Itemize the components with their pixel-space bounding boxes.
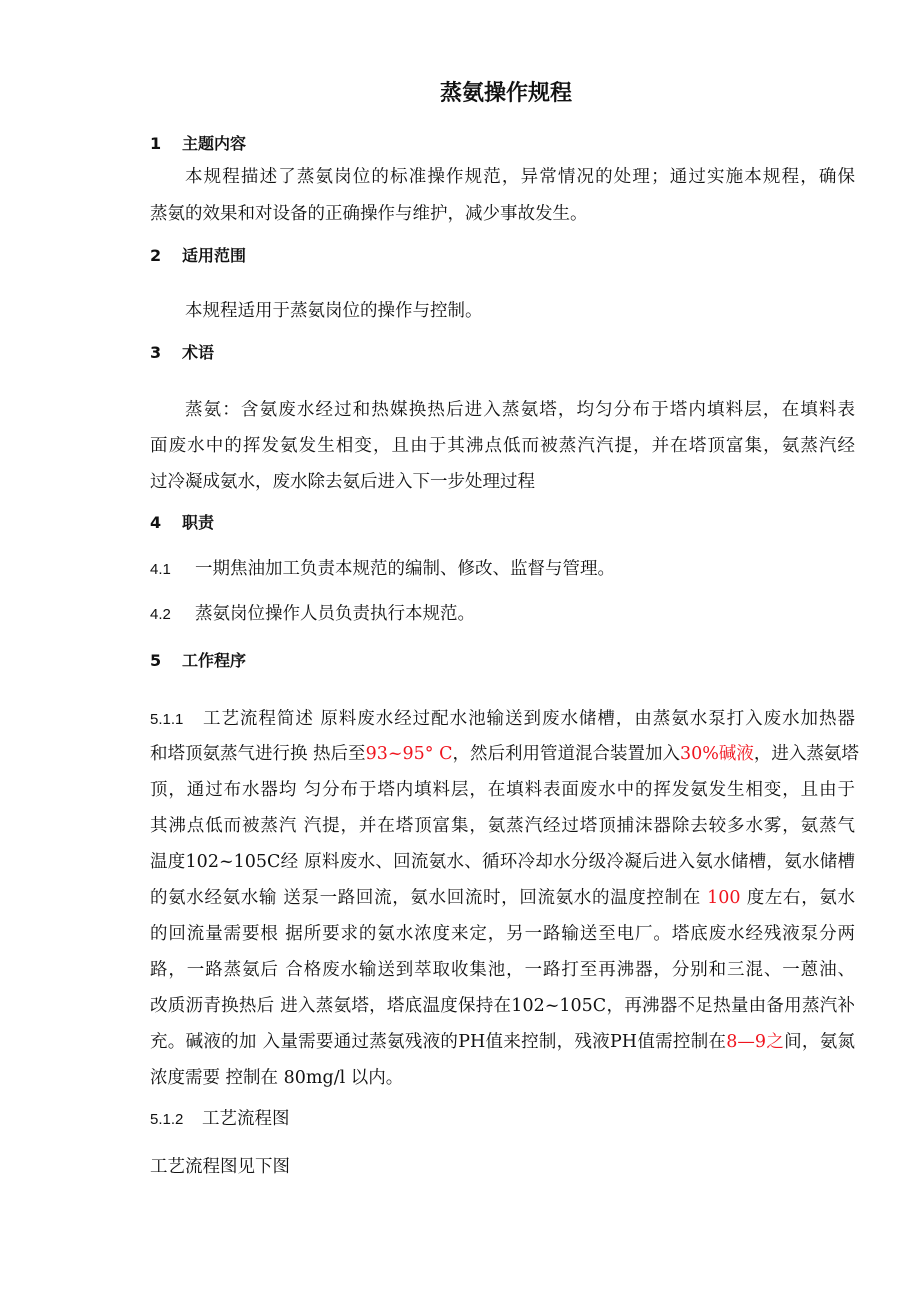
paragraph-line: 过冷凝成氨水，废水除去氨后进入下一步处理过程	[150, 472, 535, 492]
section-number: 3	[150, 343, 162, 362]
line-text: 和塔顶氨蒸气进行换 热后至	[150, 744, 366, 764]
list-item	[150, 600, 855, 625]
section-title: 工作程序	[182, 651, 247, 670]
section-title: 职责	[182, 513, 215, 532]
item-number: 4.1	[150, 561, 171, 578]
section-2-heading	[150, 243, 246, 266]
line-text: 充。碱液的加 入量需要通过蒸氨残液的PH值来控制，残液PH值需控制在	[150, 1032, 727, 1052]
paragraph-line: 顶，通过布水器均 匀分布于塔内填料层，在填料表面废水中的挥发氨发生相变，且由于	[150, 780, 855, 800]
item-number: 5.1.2	[150, 1111, 184, 1128]
paragraph-line	[150, 884, 855, 909]
paragraph-line: 蒸氨的效果和对设备的正确操作与维护，减少事故发生。	[150, 204, 588, 224]
section-title: 适用范围	[182, 246, 247, 265]
paragraph-line: 浓度需要 控制在 80mg/l 以内。	[150, 1068, 404, 1088]
section-5-heading	[150, 648, 246, 671]
section-title: 术语	[182, 343, 215, 362]
paragraph-line: 温度102~105C经 原料废水、回流氨水、循环冷却水分级冷凝后进入氨水储槽，氨水储槽	[150, 852, 855, 872]
paragraph-line: 的回流量需要根 据所要求的氨水浓度来定，另一路输送至电厂。塔底废水经残液泵分两	[150, 924, 855, 944]
section-number: 5	[150, 651, 162, 670]
paragraph-line: 本规程描述了蒸氨岗位的标准操作规范，异常情况的处理；通过实施本规程，确保	[185, 167, 855, 187]
paragraph-line	[150, 1028, 855, 1053]
document-title: 蒸氨操作规程	[439, 81, 572, 106]
section-1-heading	[150, 131, 246, 154]
line-text: ，进入蒸氨塔	[753, 744, 859, 764]
item-number: 4.2	[150, 606, 171, 623]
line-text: 间，氨氮	[784, 1032, 855, 1052]
paragraph-line: 面废水中的挥发氨发生相变，且由于其沸点低而被蒸汽汽提，并在塔顶富集，氨蒸汽经	[150, 436, 855, 456]
section-number: 4	[150, 513, 162, 532]
section-4-heading	[150, 510, 214, 533]
line-text: 的氨水经氨水输 送泵一路回流，氨水回流时，回流氨水的温度控制在	[150, 888, 708, 908]
section-number: 1	[150, 134, 162, 153]
highlight-text: 30%碱液	[679, 744, 754, 764]
paragraph-line: 本规程适用于蒸氨岗位的操作与控制。	[185, 301, 483, 321]
subsection-heading	[150, 1105, 855, 1130]
line-text: 度左右，氨水	[740, 888, 856, 908]
line-text: ，然后利用管道混合装置加入	[452, 744, 680, 764]
paragraph-line: 其沸点低而被蒸汽 汽提，并在塔顶富集，氨蒸汽经过塔顶捕沫器除去较多水雾，氨蒸气	[150, 816, 855, 836]
section-number: 2	[150, 246, 162, 265]
section-3-heading	[150, 340, 214, 363]
item-text: 一期焦油加工负责本规范的编制、修改、监督与管理。	[195, 559, 615, 579]
list-item	[150, 555, 855, 580]
highlight-text: 93~95° C	[365, 744, 453, 764]
paragraph-line	[150, 705, 855, 730]
item-text: 工艺流程图	[202, 1109, 290, 1129]
paragraph-line	[150, 740, 859, 765]
paragraph-line: 路，一路蒸氨后 合格废水输送到萃取收集池，一路打至再沸器，分别和三混、一蒽油、	[150, 960, 855, 980]
item-text: 蒸氨岗位操作人员负责执行本规范。	[195, 604, 475, 624]
highlight-text: 100	[707, 888, 741, 908]
section-title: 主题内容	[182, 134, 247, 153]
paragraph-line: 工艺流程图见下图	[150, 1157, 290, 1177]
paragraph-line: 改质沥青换热后 进入蒸氨塔，塔底温度保持在102~105C，再沸器不足热量由备用蒸汽补	[150, 996, 855, 1016]
item-number: 5.1.1	[150, 711, 184, 728]
highlight-text: 8—9之	[726, 1032, 785, 1052]
paragraph-line: 蒸氨：含氨废水经过和热媒换热后进入蒸氨塔，均匀分布于塔内填料层，在填料表	[185, 400, 855, 420]
line-text: 工艺流程简述 原料废水经过配水池输送到废水储槽，由蒸氨水泵打入废水加热器	[202, 709, 855, 729]
